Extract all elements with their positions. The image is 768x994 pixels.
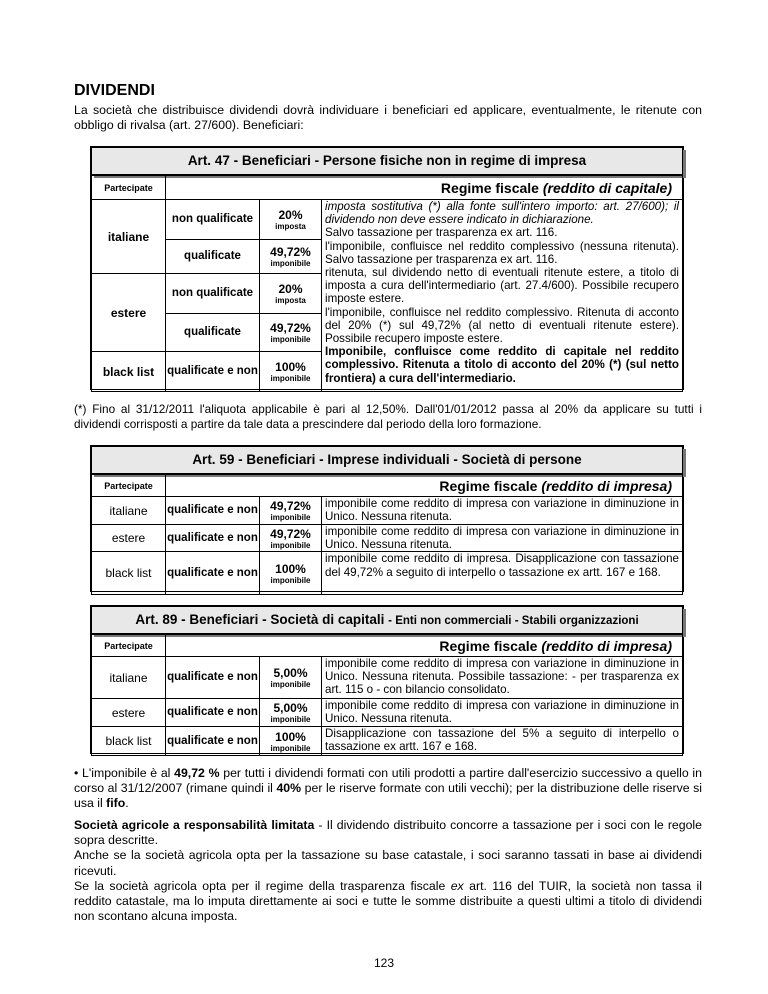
regime-header: Regime fiscale (reddito di impresa) [166,475,683,497]
description-cell: imponibile come reddito di impresa con variazione in diminuzione in Unico. Nessuna ritenuta. [322,497,683,525]
partecipate-header: Partecipate [92,475,166,497]
quota-cell: qualificate e non [166,727,260,756]
description-cell: Disapplicazione con tassazione del 5% a seguito di interpello o tassazione ex artt. 167 e 168. [322,727,683,756]
rate-cell: 100% imponibile [260,727,322,756]
quota-cell: qualificate e non [166,525,260,552]
intro-paragraph: La società che distribuisce dividendi dovrà individuare i beneficiari ed applicare, eventualmente, le ritenute con obbligo di rivalsa (art. 27/600). Beneficiari: [74,103,702,133]
quota-cell: qualificate e non [166,552,260,595]
art47-table [91,175,683,392]
partecipate-header: Partecipate [92,176,166,200]
box-art47-heading: Art. 47 - Beneficiari - Persone fisiche non in regime di impresa [91,147,683,175]
cat-italiane: italiane [92,200,166,274]
bullet-icon: • [74,766,79,780]
quota-cell: qualificate e non [166,352,260,392]
quota-cell: qualificate e non [166,497,260,525]
box-art47 [90,146,684,390]
regime-header: Regime fiscale (reddito di capitale) [166,176,683,200]
footnote: (*) Fino al 31/12/2011 l'aliquota applicabile è pari al 12,50%. Dall'01/01/2012 passa al 20% da applicare su tutti i dividendi corrisposti a partire da tale data a prescindere dal periodo della loro formazione. [74,402,702,432]
quota-cell: qualificate e non [166,699,260,727]
art47-description: imposta sostitutiva (*) alla fonte sull'intero importo: art. 27/600); il dividendo non deve essere indicato in dichiarazione. Salvo tassazione per trasparenza ex art. 116. l'imponibile, confluisce nel reddito complessivo (nessuna ritenuta). Salvo tassazione per trasparenza ex art. 116. ritenuta, sul dividendo netto di eventuali ritenute estere, a titolo di imposta a cura dell'intermediario (art. 27.4/600). Possibile recupero imposte estere. l'imponibile, confluisce nel reddito complessivo. Ritenuta di acconto del 20% (*) sul 49,72% (al netto di eventuali ritenute estere). Possibile recupero imposte estere. Imponibile, confluisce come reddito di capitale nel reddito complessivo. Ritenuta a titolo di acconto del 20% (*) (sul netto frontiera) a cura dell'intermediario. [322,200,683,392]
page-number: 123 [373,956,395,970]
description-cell: imponibile come reddito di impresa con variazione in diminuzione in Unico. Nessuna ritenuta. [322,699,683,727]
page-title: DIVIDENDI [74,82,155,99]
quota-cell: non qualificate [166,200,260,240]
quota-cell: qualificate [166,314,260,352]
quota-cell: qualificate e non [166,657,260,699]
cat-black-list: black list [92,352,166,392]
cat-estere: estere [92,525,166,552]
rate-cell: 49,72% imponibile [260,525,322,552]
box-art59 [90,445,684,592]
cat-black-list: black list [92,552,166,595]
rate-cell: 49,72% imponibile [260,240,322,274]
cat-italiane: italiane [92,497,166,525]
cat-estere: estere [92,699,166,727]
partecipate-header: Partecipate [92,635,166,657]
regime-header: Regime fiscale (reddito di impresa) [166,635,683,657]
box-art89 [90,605,684,754]
rate-cell: 49,72% imponibile [260,497,322,525]
cat-italiane: italiane [92,657,166,699]
agricole-paragraph: Società agricole a responsabilità limitata - Il dividendo distribuito concorre a tassazione per i soci con le regole sopra descritte. Anche se la società agricola opta per la tassazione su base catastale, i soci saranno tassati in base ai dividendi ricevuti. Se la società agricola opta per il regime della trasparenza fiscale ex art. 116 del TUIR, la società non tassa il reddito catastale, ma lo imputa direttamente ai soci e tutte le somme distribuite a questi ultimi a titolo di dividendi non scontano alcuna imposta. [74,818,703,924]
box-art59-heading: Art. 59 - Beneficiari - Imprese individuali - Società di persone [91,446,683,474]
rate-cell: 5,00% imponibile [260,699,322,727]
rate-cell: 20% imposta [260,200,322,240]
bullet-paragraph: • L'imponibile è al 49,72 % per tutti i dividendi formati con utili prodotti a partire dall'esercizio successivo a quello in corso al 31/12/2007 (rimane quindi il 40% per le riserve formate con utili vecchi); per la distribuzione delle riserve si usa il fifo. [74,766,703,811]
cat-estere: estere [92,274,166,352]
rate-cell: 100% imponibile [260,352,322,392]
art89-table [91,634,683,756]
art59-table [91,474,683,595]
description-cell: imponibile come reddito di impresa. Disapplicazione con tassazione del 49,72% a seguito di interpello o tassazione ex artt. 167 e 168. [322,552,683,595]
rate-cell: 20% imposta [260,274,322,314]
description-cell: imponibile come reddito di impresa con variazione in diminuzione in Unico. Nessuna ritenuta. Possibile tassazione: - per trasparenza ex art. 115 o - con bilancio consolidato. [322,657,683,699]
rate-cell: 100% imponibile [260,552,322,595]
cat-black-list: black list [92,727,166,756]
rate-cell: 5,00% imponibile [260,657,322,699]
quota-cell: qualificate [166,240,260,274]
rate-cell: 49,72% imponibile [260,314,322,352]
quota-cell: non qualificate [166,274,260,314]
box-art89-heading: Art. 89 - Beneficiari - Società di capitali - Enti non commerciali - Stabili organizzazioni [91,606,683,634]
description-cell: imponibile come reddito di impresa con variazione in diminuzione in Unico. Nessuna ritenuta. [322,525,683,552]
